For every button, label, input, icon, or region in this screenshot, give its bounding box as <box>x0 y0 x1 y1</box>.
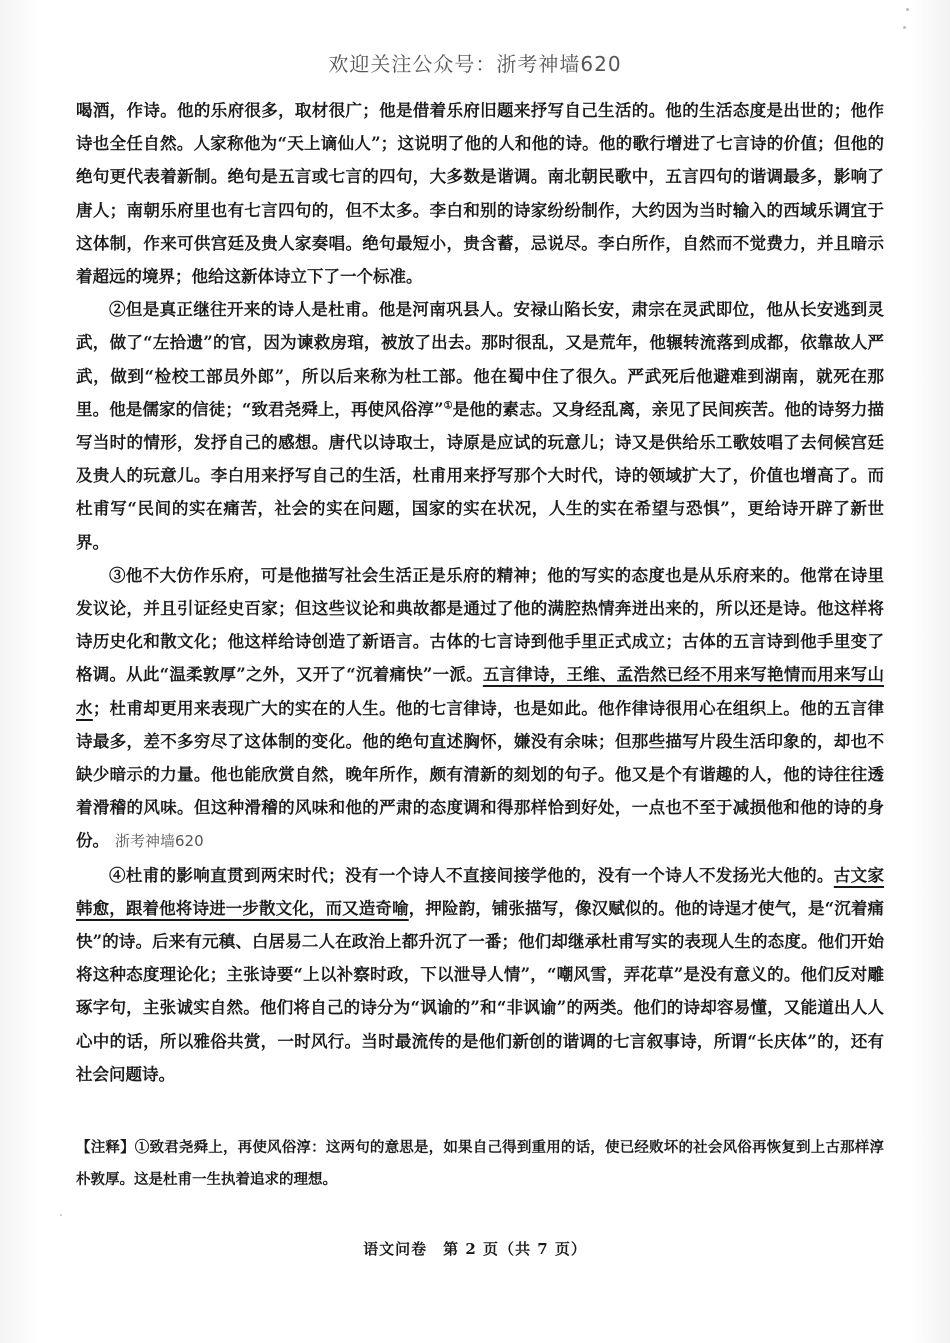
paragraph-3-part-2: ；杜甫却更用来表现广大的实在的人生。他的七言律诗，也是如此。他作律诗很用心在组织上。他的五言律诗最多，差不多穷尽了这体制的变化。他的绝句直述胸怀，嫌没有余味；但那些描写片段生活印象的，却也不缺少暗示的力量。他也能欣赏自然，晚年所作，颇有清新的刻划的句子。他又是个有谐趣的人，他的诗往往透着滑稽的风味。但这种滑稽的风味和他的严肃的态度调和得那样恰到好处，一点也不至于减损他和他的诗的身份。 <box>76 698 885 851</box>
note-text: ①致君尧舜上，再使风俗淳：这两句的意思是，如果自己得到重用的话，使已经败坏的社会风俗再恢复到上古那样淳朴敦厚。这是杜甫一生执着追求的理想。 <box>76 1139 884 1188</box>
annotation-note <box>76 1132 884 1196</box>
page-footer: 语文问卷 第 2 页（共 7 页） <box>363 1240 587 1258</box>
scan-speck <box>906 8 909 11</box>
inline-watermark: 浙考神墙620 <box>115 832 204 851</box>
paragraph-4-part-1: ④杜甫的影响直贯到两宋时代；没有一个诗人不直接间接学他的，没有一个诗人不发扬光大他的。 <box>109 865 834 885</box>
note-label: 【注释】 <box>76 1139 135 1156</box>
paragraph-3-part-1: ③他不大仿作乐府，可是他描写社会生活正是乐府的精神；他的写实的态度也是从乐府来的。他常在诗里发议论，并且引证经史百家；但这些议论和典故都是通过了他的满腔热情奔迸出来的，所以还是诗。他这样将诗历史化和散文化；他这样给诗创造了新语言。古体的七言诗到他手里正式成立；古体的五言诗到他手里变了格调。从此“温柔敦厚”之外，又开了“沉着痛快”一派。 <box>76 565 884 685</box>
paragraph-4 <box>76 859 884 1091</box>
paragraph-3 <box>76 559 884 859</box>
paragraph-2-part-1: ②但是真正继往开来的诗人是杜甫。他是河南巩县人。安禄山陷长安，肃宗在灵武即位，他从长安逃到灵武，做了“左拾遗”的官，因为谏救房琯，被放了出去。那时很乱，又是荒年，他辗转流落到成都，依靠故人严武，做到“检校工部员外郎”，所以后来称为杜工部。他在蜀中住了很久。严武死后他避难到湖南，就死在那里。他是儒家的信徒；“致君尧舜上，再使风俗淳” <box>76 300 884 419</box>
paragraph-2-part-2: 是他的素志。又身经乱离，亲见了民间疾苦。他的诗努力描写当时的情形，发抒自己的感想。唐代以诗取士，诗原是应试的玩意儿；诗又是供给乐工歌妓唱了去伺候宫廷及贵人的玩意儿。李白用来抒写自己的生活，杜甫用来抒写那个大时代，诗的领域扩大了，价值也增高了。而杜甫写“民间的实在痛苦，社会的实在问题，国家的实在状况，人生的实在希望与恐惧”，更给诗开辟了新世界。 <box>76 399 885 552</box>
scan-speck <box>903 26 906 29</box>
header-watermark: 欢迎关注公众号：浙考神墙620 <box>328 52 622 76</box>
paragraph-4-part-2: ，押险韵，铺张描写，像汉赋似的。他的诗逞才使气，是“沉着痛快”的诗。后来有元稹、白居易二人在政治上都升沉了一番；他们却继承杜甫写实的表现人生的态度。他们开始将这种态度理论化；主张诗要“上以补察时政，下以泄导人情”，“嘲风雪，弄花草”是没有意义的。他们反对雕琢字句，主张诚实自然。他们将自己的诗分为“讽谕的”和“非讽谕”的两类。他们的诗却容易懂，又能道出人人心中的话，所以雅俗共赏，一时风行。当时最流传的是他们新创的谐调的七言叙事诗，所谓“长庆体”的，还有社会问题诗。 <box>76 898 885 1084</box>
article-body <box>76 94 884 1091</box>
paragraph-2 <box>76 293 884 559</box>
paragraph-intro: 喝酒，作诗。他的乐府很多，取材很广；他是借着乐府旧题来抒写自己生活的。他的生活态度是出世的；他作诗也全任自然。人家称他为“天上谪仙人”；这说明了他的人和他的诗。他的歌行增进了七言诗的价值；但他的绝句更代表着新制。绝句是五言或七言的四句，大多数是谐调。南北朝民歌中，五言四句的谐调最多，影响了唐人；南朝乐府里也有七言四句的，但不太多。李白和别的诗家纷纷制作，大约因为当时输入的西域乐调宜于这体制，作来可供宫廷及贵人家奏唱。绝句最短小，贵含蓄，忌说尽。李白所作，自然而不觉费力，并且暗示着超远的境界；他给这新体诗立下了一个标准。 <box>76 101 884 287</box>
underlined-sentence-hanyu: 古文家韩愈，跟着他将诗进一步散文化，而又造奇喻 <box>76 865 885 918</box>
underlined-sentence-wangwei: 五言律诗，王维、孟浩然已经不用来写艳情而用来写山水 <box>76 665 885 718</box>
footnote-marker: ① <box>443 400 453 412</box>
scan-speck <box>60 1214 62 1216</box>
